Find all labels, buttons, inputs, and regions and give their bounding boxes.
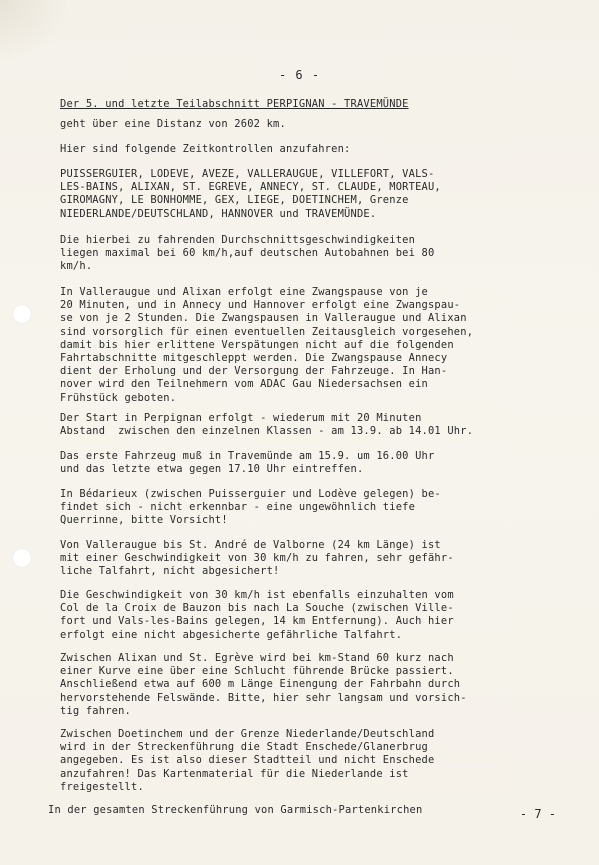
paragraph-enschede: Zwischen Doetinchem und der Grenze Niederlande/Deutschland wird in der Streckenführung die Stadt Enschede/Glanerbrug angegeben. Es ist also dieser Stadtteil und nicht Enschede anzufahren! Das Kartenmaterial für die Niederlande ist freigestellt. — [60, 728, 435, 793]
last-line: In der gesamten Streckenführung von Garmisch-Partenkirchen — [48, 804, 423, 816]
paragraph-speeds: Die hierbei zu fahrenden Durchschnittsgeschwindigkeiten liegen maximal bei 60 km/h,auf deutschen Autobahnen bei 80 km/h. — [60, 234, 435, 273]
next-page-indicator: - 7 - — [519, 807, 556, 821]
paragraph-alixan: Zwischen Alixan und St. Egrève wird bei km-Stand 60 kurz nach einer Kurve eine über eine Schlucht führende Brücke passiert. Anschließend etwa auf 600 m Länge Einengung der Fahrbahn durch hervorstehende Felswände. Bitte, hier sehr langsam und vorsich- tig fahren. — [60, 652, 467, 717]
paragraph-valleraugue: Von Valleraugue bis St. André de Valborne (24 km Länge) ist mit einer Geschwindigkeit von 30 km/h zu fahren, sehr gefähr- liche Talfahrt, nicht abgesichert! — [60, 539, 454, 578]
paper-fold — [0, 0, 70, 60]
paragraph-controls-intro: Hier sind folgende Zeitkontrollen anzufahren: — [60, 143, 351, 155]
paragraph-arrival: Das erste Fahrzeug muß in Travemünde am 15.9. um 16.00 Uhr und das letzte etwa gegen 17.10 Uhr eintreffen. — [60, 450, 435, 476]
punch-hole-bottom — [12, 548, 32, 568]
paragraph-bauzon: Die Geschwindigkeit von 30 km/h ist ebenfalls einzuhalten vom Col de la Croix de Bauzon bis nach La Souche (zwischen Ville- fort und Vals-les-Bains gelegen, 14 km Entfernung). Auch hier erfolgt eine nicht abgesicherte gefährliche Talfahrt. — [60, 589, 454, 641]
paragraph-bedarieux: In Bédarieux (zwischen Puisserguier und Lodève gelegen) be- findet sich - nicht erkennbar - eine ungewöhnlich tiefe Querrinne, bitte Vorsicht! — [60, 488, 441, 527]
page-number: - 6 - — [278, 68, 321, 82]
section-heading: Der 5. und letzte Teilabschnitt PERPIGNAN - TRAVEMÜNDE — [60, 98, 409, 110]
paragraph-distance: geht über eine Distanz von 2602 km. — [60, 118, 286, 130]
punch-hole-top — [12, 304, 32, 324]
paragraph-start: Der Start in Perpignan erfolgt - wiederum mit 20 Minuten Abstand zwischen den einzelnen Klassen - am 13.9. ab 14.01 Uhr. — [60, 412, 474, 438]
paragraph-control-list: PUISSERGUIER, LODEVE, AVEZE, VALLERAUGUE, VILLEFORT, VALS- LES-BAINS, ALIXAN, ST. EGREVE, ANNECY, ST. CLAUDE, MORTEAU, GIROMAGNY, LE BONHOMME, GEX, LIEGE, DOETINCHEM, Grenze NIEDERLANDE/DEUTSCHLAND, HANNOVER und TRAVEMÜNDE. — [60, 168, 441, 220]
paragraph-breaks: In Valleraugue und Alixan erfolgt eine Zwangspause von je 20 Minuten, und in Annecy und Hannover erfolgt eine Zwangspau- se von je 2 Stunden. Die Zwangspausen in Valleraugue und Alixan sind vorsorglich für einen eventuellen Zeitausgleich vorgesehen, damit bis hier erlittene Verspätungen nicht auf die folgenden Fahrtabschnitte mitgeschleppt werden. Die Zwangspause Annecy dient der Erholung und der Versorgung der Fahrzeuge. In Han- nover wird den Teilnehmern vom ADAC Gau Niedersachsen ein Frühstück geboten. — [60, 286, 474, 404]
